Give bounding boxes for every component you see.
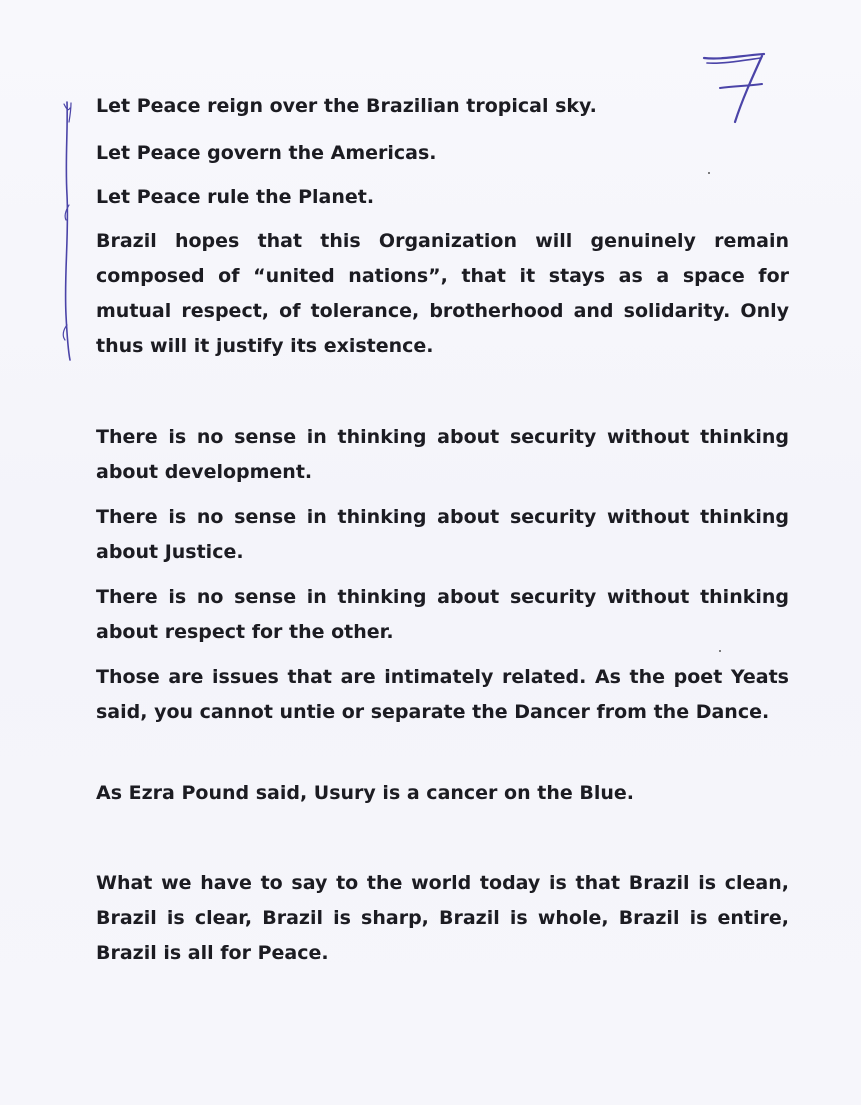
paragraph: What we have to say to the world today is that Brazil is clean, Brazil is clear, Brazil is sharp, Brazil is whole, Brazil is entire, Brazil is all for Peace. [96, 872, 789, 964]
speck [708, 172, 710, 174]
paragraph: There is no sense in thinking about security without thinking about respect for the other. [96, 586, 789, 643]
handwritten-margin-mark [58, 100, 82, 362]
paragraph: Brazil hopes that this Organization will genuinely remain composed of “united nations”, that it stays as a space for mutual respect, of tolerance, brotherhood and solidarity. Only thus will it justify its existence. [96, 230, 789, 357]
paragraph: Let Peace reign over the Brazilian tropical sky. [96, 95, 597, 117]
paragraph: Let Peace govern the Americas. [96, 142, 437, 164]
paragraph: There is no sense in thinking about security without thinking about Justice. [96, 506, 789, 563]
paragraph: Let Peace rule the Planet. [96, 186, 375, 208]
paragraph: As Ezra Pound said, Usury is a cancer on the Blue. [96, 782, 634, 804]
paragraph: There is no sense in thinking about security without thinking about development. [96, 426, 789, 483]
speck [719, 650, 721, 652]
paragraph: Those are issues that are intimately related. As the poet Yeats said, you cannot untie or separate the Dancer from the Dance. [96, 666, 789, 723]
